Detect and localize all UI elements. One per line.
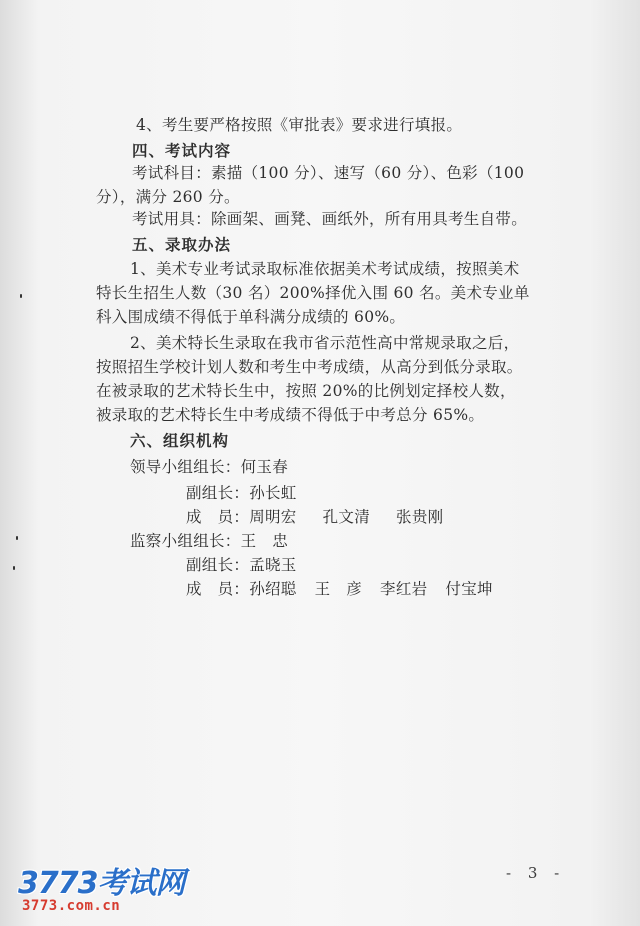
supervision-group-members-label: 成 员： bbox=[186, 580, 250, 598]
supervision-group-leader-label: 监察小组组长： bbox=[130, 532, 241, 550]
text-line: 在被录取的艺术特长生中，按照 20%的比例划定择校人数， bbox=[96, 382, 516, 400]
member-name: 付宝坤 bbox=[445, 580, 493, 598]
section-heading-organization: 六、组织机构 bbox=[130, 432, 230, 450]
binding-hole-mark bbox=[16, 536, 18, 540]
leading-group-deputy-label: 副组长： bbox=[186, 484, 250, 502]
section-heading-admission: 五、录取办法 bbox=[132, 236, 232, 254]
leading-group-leader-label: 领导小组组长： bbox=[130, 458, 241, 476]
leading-group-deputy-name: 孙长虹 bbox=[249, 484, 297, 502]
supervision-group-leader-name: 王 忠 bbox=[240, 532, 289, 550]
text-line: 特长生招生人数（30 名）200%择优入围 60 名。美术专业单 bbox=[96, 284, 530, 302]
supervision-group-leader-row bbox=[130, 530, 288, 552]
watermark-url: 3773.com.cn bbox=[22, 898, 121, 914]
text-line: 按照招生学校计划人数和考生中考成绩，从高分到低分录取。 bbox=[96, 358, 523, 376]
supervision-group-members-row bbox=[186, 578, 493, 600]
supervision-group-deputy-label: 副组长： bbox=[186, 556, 250, 574]
text-line: 分），满分 260 分。 bbox=[96, 188, 240, 206]
text-line: 2、美术特长生录取在我市省示范性高中常规录取之后， bbox=[130, 334, 520, 352]
member-name: 李红岩 bbox=[380, 580, 428, 598]
supervision-group-deputy-name: 孟晓玉 bbox=[249, 556, 297, 574]
text-line: 被录取的艺术特长生中考成绩不得低于中考总分 65%。 bbox=[96, 406, 485, 424]
leading-group-deputy-row bbox=[186, 482, 297, 504]
binding-hole-mark bbox=[13, 566, 15, 570]
section-heading-exam-content: 四、考试内容 bbox=[132, 142, 232, 160]
text-line: 科入围成绩不得低于单科满分成绩的 60%。 bbox=[96, 308, 406, 326]
text-line: 1、美术专业考试录取标准依据美术考试成绩，按照美术 bbox=[130, 260, 520, 278]
text-line: 4、考生要严格按照《审批表》要求进行填报。 bbox=[136, 116, 463, 134]
leading-group-members-label: 成 员： bbox=[186, 508, 250, 526]
text-line: 考试科目：素描（100 分）、速写（60 分）、色彩（100 bbox=[132, 164, 525, 182]
site-watermark bbox=[18, 858, 188, 918]
supervision-group-deputy-row bbox=[186, 554, 297, 576]
text-line: 考试用具：除画架、画凳、画纸外，所有用具考生自带。 bbox=[132, 210, 528, 228]
member-name: 孔文清 bbox=[322, 508, 371, 526]
watermark-logo: 3773考试网 bbox=[18, 866, 185, 901]
binding-hole-mark bbox=[20, 294, 22, 298]
member-name: 周明宏 bbox=[249, 508, 297, 526]
page-number: - 3 - bbox=[506, 864, 566, 882]
member-name: 张贵刚 bbox=[396, 508, 444, 526]
member-name: 王 彦 bbox=[314, 580, 363, 598]
leading-group-members-row bbox=[186, 506, 443, 528]
member-name: 孙绍聪 bbox=[249, 580, 297, 598]
leading-group-leader-row bbox=[130, 456, 288, 478]
leading-group-leader-name: 何玉春 bbox=[240, 458, 289, 476]
